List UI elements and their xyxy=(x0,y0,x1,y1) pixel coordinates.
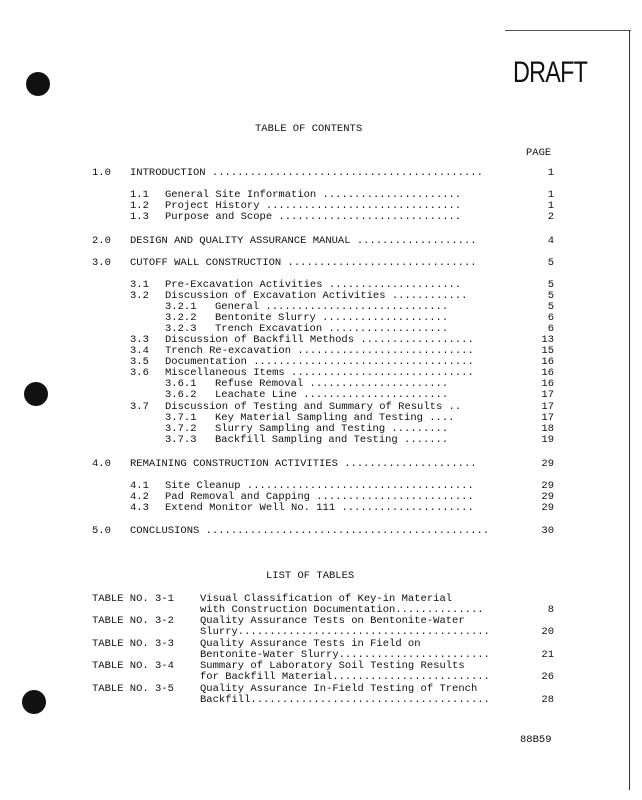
toc-section-title xyxy=(130,235,477,247)
toc-section-number: 3.6.1 xyxy=(165,378,197,390)
document-code: 88B59 xyxy=(520,734,552,746)
toc-title-text: Leachate Line xyxy=(215,389,297,401)
toc-section-number: 5.0 xyxy=(92,525,111,537)
toc-section-number: 3.0 xyxy=(92,257,111,269)
toc-leader-dots: ....................... xyxy=(296,389,449,401)
toc-page-number: 5 xyxy=(547,290,554,302)
toc-leader-dots: .................................... xyxy=(240,480,474,492)
table-label: TABLE NO. 3-3 xyxy=(92,638,174,650)
toc-title-text: Trench Re-excavation xyxy=(165,345,292,357)
toc-page-number: 13 xyxy=(541,334,554,346)
draft-stamp: DRAFT xyxy=(513,56,588,89)
punch-hole-bottom xyxy=(22,690,46,714)
toc-page-number: 16 xyxy=(541,367,554,379)
table-label: TABLE NO. 3-1 xyxy=(92,593,174,605)
toc-section-number: 3.2.1 xyxy=(165,301,197,313)
toc-page-number: 17 xyxy=(541,389,554,401)
toc-section-title xyxy=(130,167,483,179)
table-page-number: 20 xyxy=(541,626,554,638)
toc-section-title xyxy=(130,525,489,537)
toc-leader-dots: ............................. xyxy=(272,211,462,223)
toc-page-number: 4 xyxy=(547,235,554,247)
table-page-number: 8 xyxy=(547,604,554,616)
toc-leader-dots: ............................ xyxy=(291,345,474,357)
toc-leader-dots: ..................... xyxy=(322,279,462,291)
toc-section-number: 3.7.1 xyxy=(165,412,197,424)
punch-hole-top xyxy=(26,72,50,96)
toc-title-text: Project History xyxy=(165,200,260,212)
toc-section-title xyxy=(215,434,448,446)
toc-title-text: Refuse Removal xyxy=(215,378,304,390)
toc-section-number: 3.2 xyxy=(130,290,149,302)
toc-title-text: Purpose and Scope xyxy=(165,211,273,223)
toc-section-title xyxy=(165,502,474,514)
toc-title-text: Extend Monitor Well No. 111 xyxy=(165,502,336,514)
toc-page-number: 29 xyxy=(541,480,554,492)
toc-page-number: 1 xyxy=(547,200,554,212)
toc-page-number: 29 xyxy=(541,458,554,470)
page-edge-top-line xyxy=(505,30,631,31)
toc-page-number: 30 xyxy=(541,525,554,537)
toc-leader-dots: ......................... xyxy=(309,491,474,503)
table-label: TABLE NO. 3-4 xyxy=(92,660,174,672)
toc-leader-dots: ................... xyxy=(322,323,449,335)
toc-page-number: 6 xyxy=(547,312,554,324)
table-title-line2: Slurry........................................ xyxy=(200,626,490,638)
toc-section-number: 3.2.3 xyxy=(165,323,197,335)
table-title-line1: Quality Assurance In-Field Testing of Trench xyxy=(200,683,478,695)
toc-leader-dots: ........................................... xyxy=(205,167,483,179)
table-page-number: 28 xyxy=(541,694,554,706)
toc-section-number: 3.6.2 xyxy=(165,389,197,401)
toc-section-number: 3.7 xyxy=(130,401,149,413)
toc-page-number: 17 xyxy=(541,412,554,424)
toc-title-text: CONCLUSIONS xyxy=(130,525,200,537)
toc-page-number: 17 xyxy=(541,401,554,413)
toc-section-number: 1.3 xyxy=(130,211,149,223)
toc-page-number: 16 xyxy=(541,356,554,368)
table-title-line2: with Construction Documentation.............. xyxy=(200,604,484,616)
toc-title-text: Documentation xyxy=(165,356,247,368)
table-title-line1: Visual Classification of Key-in Material xyxy=(200,593,453,605)
toc-title-text: CUTOFF WALL CONSTRUCTION xyxy=(130,257,282,269)
toc-section-number: 4.0 xyxy=(92,458,111,470)
toc-leader-dots: ..................... xyxy=(337,458,477,470)
toc-title-text: Discussion of Excavation Activities xyxy=(165,290,386,302)
toc-title-text: Trench Excavation xyxy=(215,323,323,335)
toc-page-number: 18 xyxy=(541,423,554,435)
toc-leader-dots: ............................... xyxy=(259,200,462,212)
toc-section-number: 1.2 xyxy=(130,200,149,212)
toc-leader-dots: ................................... xyxy=(246,356,474,368)
toc-title-text: Pre-Excavation Activities xyxy=(165,279,323,291)
toc-title-text: Bentonite Slurry xyxy=(215,312,316,324)
toc-section-number: 4.2 xyxy=(130,491,149,503)
toc-section-number: 2.0 xyxy=(92,235,111,247)
toc-leader-dots: ...................... xyxy=(303,378,449,390)
toc-title-text: Slurry Sampling and Testing xyxy=(215,423,386,435)
toc-page-number: 2 xyxy=(547,211,554,223)
toc-section-title xyxy=(215,389,448,401)
toc-title-text: General xyxy=(215,301,260,313)
toc-title-text: INTRODUCTION xyxy=(130,167,206,179)
toc-section-number: 3.3 xyxy=(130,334,149,346)
table-title-line1: Summary of Laboratory Soil Testing Results xyxy=(200,660,465,672)
toc-section-number: 1.1 xyxy=(130,189,149,201)
toc-page-number: 29 xyxy=(541,491,554,503)
toc-page-number: 15 xyxy=(541,345,554,357)
toc-section-number: 4.1 xyxy=(130,480,149,492)
toc-leader-dots: .................. xyxy=(354,334,474,346)
toc-page-number: 5 xyxy=(547,301,554,313)
toc-section-title xyxy=(165,211,461,223)
table-title-line1: Quality Assurance Tests on Bentonite-Water xyxy=(200,615,465,627)
toc-title-text: DESIGN AND QUALITY ASSURANCE MANUAL xyxy=(130,235,351,247)
toc-leader-dots: ................... xyxy=(350,235,477,247)
toc-leader-dots: ............................................. xyxy=(199,525,490,537)
toc-page-number: 16 xyxy=(541,378,554,390)
toc-section-number: 3.1 xyxy=(130,279,149,291)
toc-title-text: Pad Removal and Capping xyxy=(165,491,310,503)
toc-leader-dots: ......... xyxy=(385,423,449,435)
punch-hole-middle xyxy=(24,382,48,406)
toc-page-number: 1 xyxy=(547,167,554,179)
table-page-number: 21 xyxy=(541,649,554,661)
toc-section-number: 3.7.3 xyxy=(165,434,197,446)
toc-leader-dots: .. xyxy=(442,401,462,413)
toc-leader-dots: .............................. xyxy=(281,257,477,269)
toc-page-number: 5 xyxy=(547,279,554,291)
toc-title: TABLE OF CONTENTS xyxy=(255,123,363,135)
toc-page-number: 1 xyxy=(547,189,554,201)
toc-title-text: Backfill Sampling and Testing xyxy=(215,434,398,446)
toc-title-text: Miscellaneous Items xyxy=(165,367,285,379)
toc-leader-dots: .................... xyxy=(315,312,449,324)
toc-title-text: Discussion of Testing and Summary of Results xyxy=(165,401,443,413)
table-title-line2: Backfill...................................... xyxy=(200,694,490,706)
toc-section-number: 3.5 xyxy=(130,356,149,368)
toc-section-number: 3.7.2 xyxy=(165,423,197,435)
toc-title-text: Site Cleanup xyxy=(165,480,241,492)
toc-title-text: REMAINING CONSTRUCTION ACTIVITIES xyxy=(130,458,338,470)
toc-page-number: 6 xyxy=(547,323,554,335)
toc-title-text: General Site Information xyxy=(165,189,317,201)
page-edge-right-line xyxy=(629,30,630,790)
toc-leader-dots: .... xyxy=(422,412,455,424)
toc-section-title xyxy=(130,458,477,470)
toc-leader-dots: ...................... xyxy=(316,189,462,201)
toc-title-text: Key Material Sampling and Testing xyxy=(215,412,423,424)
page-column-header: PAGE xyxy=(526,147,552,159)
toc-leader-dots: ............................. xyxy=(259,301,449,313)
toc-leader-dots: ............ xyxy=(385,290,468,302)
toc-title-text: Discussion of Backfill Methods xyxy=(165,334,355,346)
toc-leader-dots: ..................... xyxy=(335,502,474,514)
table-title-line2: Bentonite-Water Slurry........................ xyxy=(200,649,490,661)
table-title-line1: Quality Assurance Tests in Field on xyxy=(200,638,421,650)
table-title-line2: for Backfill Material......................... xyxy=(200,671,490,683)
toc-section-number: 4.3 xyxy=(130,502,149,514)
toc-section-number: 3.4 xyxy=(130,345,149,357)
toc-page-number: 5 xyxy=(547,257,554,269)
toc-leader-dots: ....... xyxy=(397,434,449,446)
list-of-tables-title: LIST OF TABLES xyxy=(266,570,355,582)
toc-section-title xyxy=(130,257,477,269)
toc-page-number: 19 xyxy=(541,434,554,446)
toc-section-number: 3.2.2 xyxy=(165,312,197,324)
toc-section-number: 1.0 xyxy=(92,167,111,179)
toc-section-number: 3.6 xyxy=(130,367,149,379)
toc-leader-dots: ............................. xyxy=(284,367,474,379)
toc-page-number: 29 xyxy=(541,502,554,514)
table-page-number: 26 xyxy=(541,671,554,683)
table-label: TABLE NO. 3-5 xyxy=(92,683,174,695)
table-label: TABLE NO. 3-2 xyxy=(92,615,174,627)
